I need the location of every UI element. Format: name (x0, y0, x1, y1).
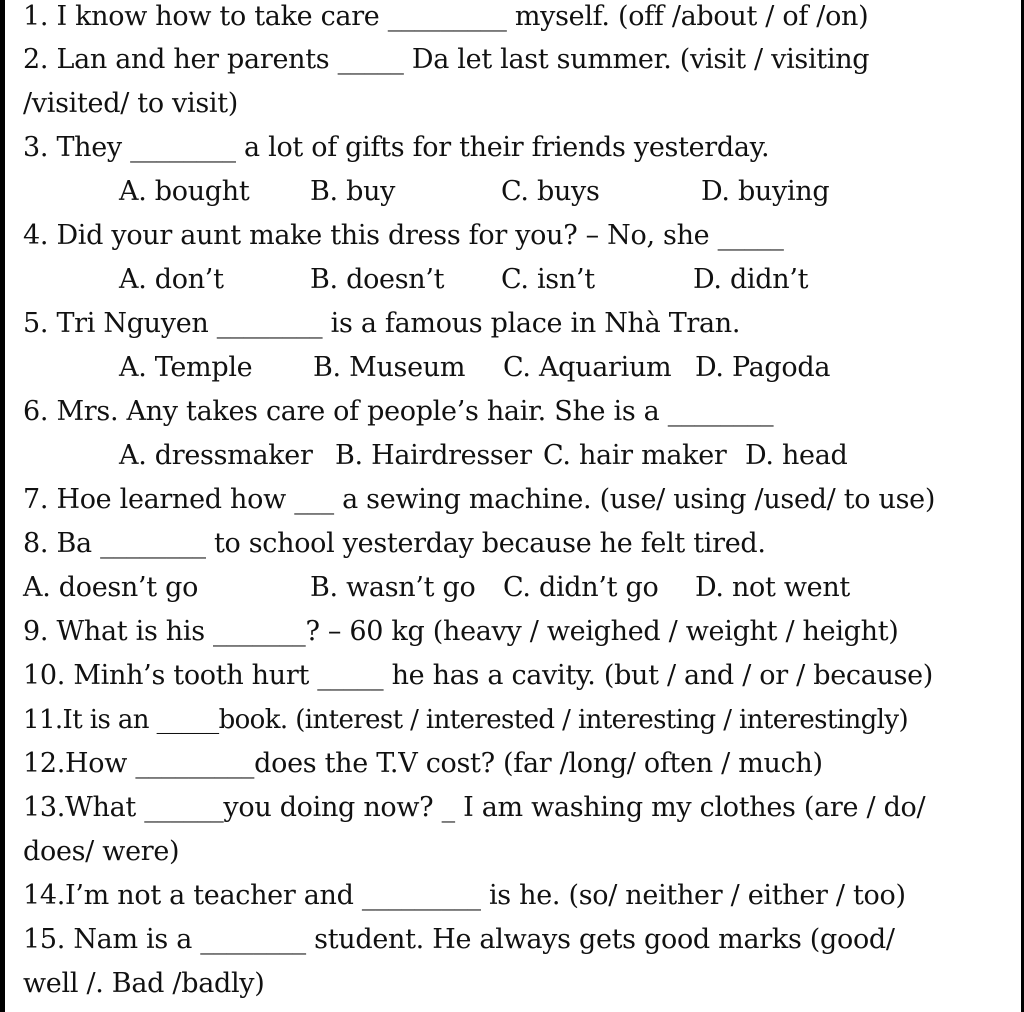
question-1: 1. I know how to take care _________ myself. (off /about / of /on) (23, 1, 869, 32)
question-2-continued: /visited/ to visit) (23, 88, 239, 119)
option-b: B. wasn’t go (310, 572, 476, 603)
question-6: 6. Mrs. Any takes care of people’s hair. She is a ________ (23, 396, 774, 427)
question-8: 8. Ba ________ to school yesterday because he felt tired. (23, 528, 766, 559)
option-d: D. buying (701, 176, 830, 207)
option-b: B. doesn’t (310, 264, 445, 295)
question-2: 2. Lan and her parents _____ Da let last summer. (visit / visiting (23, 44, 870, 75)
option-c: C. hair maker (543, 440, 727, 471)
option-d: D. didn’t (693, 264, 809, 295)
question-3: 3. They ________ a lot of gifts for their friends yesterday. (23, 132, 770, 163)
question-15-continued: well /. Bad /badly) (23, 968, 265, 999)
option-d: D. not went (695, 572, 850, 603)
option-a: A. dressmaker (119, 440, 313, 471)
question-14: 14.I’m not a teacher and _________ is he. (so/ neither / either / too) (23, 880, 906, 911)
question-5: 5. Tri Nguyen ________ is a famous place in Nhà Tran. (23, 308, 741, 339)
option-c: C. didn’t go (503, 572, 659, 603)
option-c: C. isn’t (501, 264, 595, 295)
option-a: A. bought (119, 176, 250, 207)
question-9: 9. What is his _______? – 60 kg (heavy / weighed / weight / height) (23, 616, 899, 647)
question-11: 11.It is an _____book. (interest / interested / interesting / interestingly) (23, 705, 909, 735)
option-d: D. head (745, 440, 848, 471)
option-b: B. Hairdresser (335, 440, 532, 471)
option-c: C. buys (501, 176, 600, 207)
option-c: C. Aquarium (503, 352, 672, 383)
question-15: 15. Nam is a ________ student. He always gets good marks (good/ (23, 924, 895, 955)
question-13-continued: does/ were) (23, 836, 180, 867)
question-7: 7. Hoe learned how ___ a sewing machine. (use/ using /used/ to use) (23, 484, 936, 515)
question-4: 4. Did your aunt make this dress for you? – No, she _____ (23, 220, 784, 251)
option-a: A. don’t (119, 264, 224, 295)
option-b: B. Museum (313, 352, 466, 383)
option-d: D. Pagoda (695, 352, 831, 383)
option-b: B. buy (310, 176, 396, 207)
question-10: 10. Minh’s tooth hurt _____ he has a cavity. (but / and / or / because) (23, 660, 934, 691)
option-a: A. doesn’t go (23, 572, 199, 603)
option-a: A. Temple (119, 352, 253, 383)
question-13: 13.What ______you doing now? _ I am washing my clothes (are / do/ (23, 792, 926, 823)
question-12: 12.How _________does the T.V cost? (far /long/ often / much) (23, 748, 823, 779)
